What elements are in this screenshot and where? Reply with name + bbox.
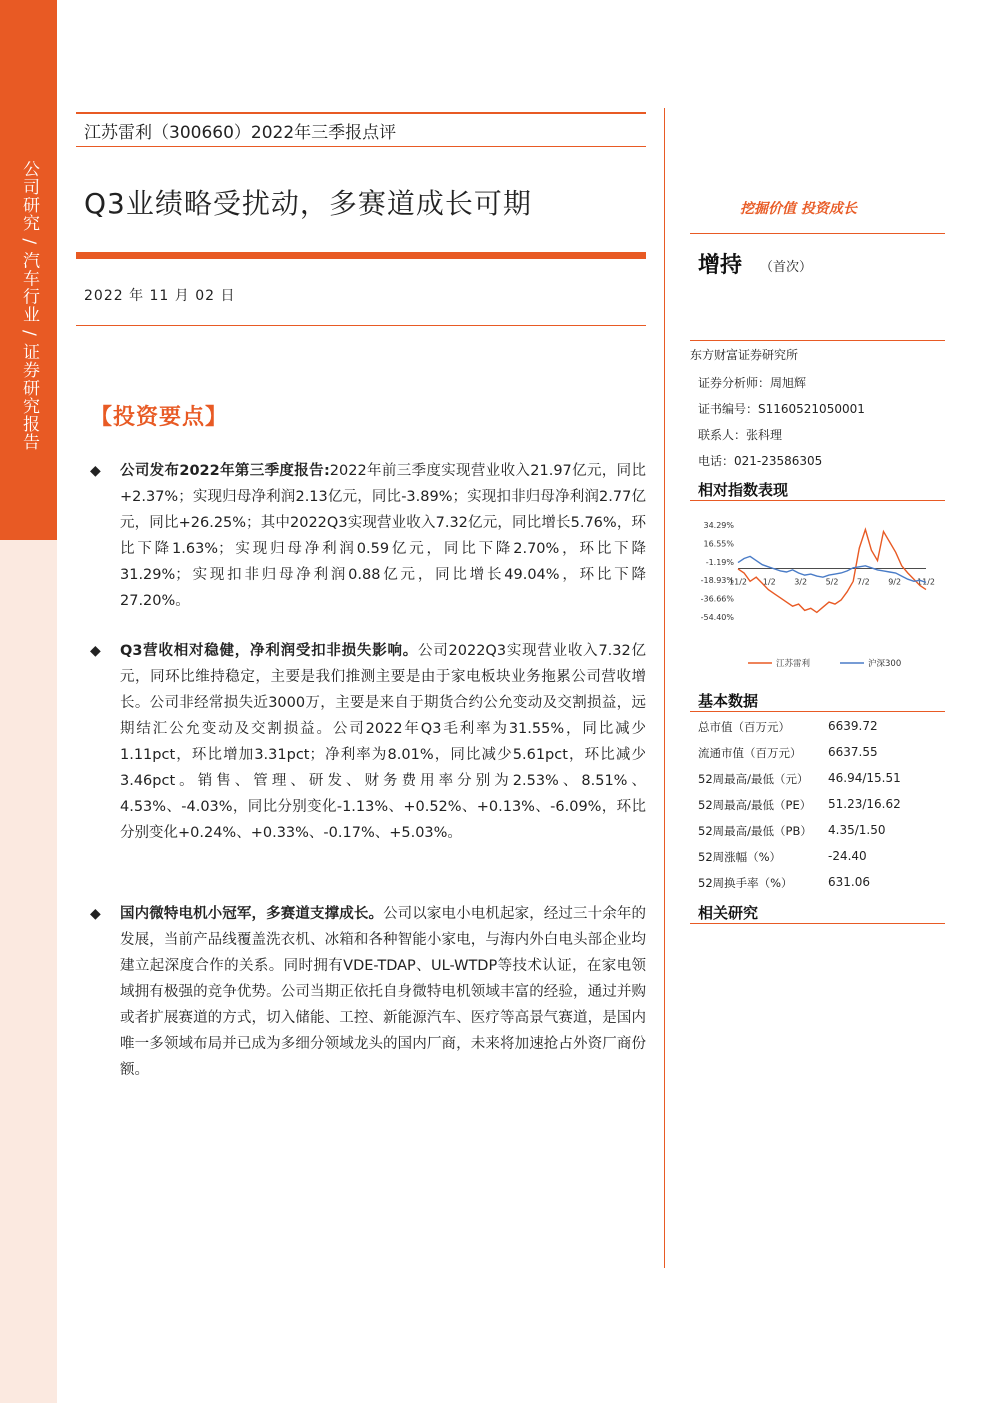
bullet-text: 公司2022Q3实现营业收入7.32亿元，同环比维持稳定，主要是我们推测主要是由于家电板块业务拖累公司营收增长。公司非经常损失近3000万，主要是来自于期货合约公允变动及交割损益，远期结汇公允变动及交割损益。公司2022年Q3毛利率为31.55%，同比减少1.11pct，环比增加3.31pct；净利率为8.01%，同比减少5.61pct，环比减少3.46pct。销售、管理、研发、财务费用率分别为2.53%、8.51%、4.53%、-4.03%，同比分别变化-1.13%、+0.52%、+0.13%、-6.09%，环比分别变化+0.24%、+0.33%、-0.17%、+5.03%。 (120, 643, 646, 841)
column-divider (664, 108, 665, 1268)
bullet-item (90, 638, 646, 846)
y-tick-label: -54.40% (700, 613, 734, 622)
diamond-bullet-icon: ◆ (90, 463, 101, 479)
page-title: Q3业绩略受扰动，多赛道成长可期 (84, 187, 532, 220)
bullet-lead: 公司发布2022年第三季度报告: (120, 463, 330, 479)
title-bar (76, 252, 646, 259)
x-tick-label: 3/2 (794, 577, 808, 587)
report-head: 江苏雷利（300660）2022年三季报点评 (84, 123, 397, 143)
legend-label: 沪深300 (868, 659, 902, 669)
basic-value: 6637.55 (828, 745, 878, 759)
bullet-body (120, 638, 646, 846)
basic-value: 4.35/1.50 (828, 823, 886, 837)
right-rule-2 (690, 340, 945, 341)
y-tick-label: 34.29% (703, 521, 734, 530)
y-tick-label: -36.66% (700, 594, 734, 604)
y-tick-label: -1.19% (705, 557, 734, 567)
basic-heading-rule (690, 711, 945, 712)
basic-label: 52周最高/最低（元） (698, 772, 809, 786)
x-tick-label: 11/2 (917, 577, 935, 587)
bullet-item (90, 458, 646, 614)
diamond-bullet-icon: ◆ (90, 643, 101, 659)
legend-label: 江苏雷利 (776, 659, 811, 669)
contact-name: 联系人：张科理 (698, 428, 783, 442)
header-rule-top (76, 112, 646, 114)
y-tick-label: -18.93% (700, 576, 734, 586)
section-title-investment-points: 【投资要点】 (90, 405, 229, 430)
basic-data-heading: 基本数据 (698, 692, 759, 710)
basic-label: 52周最高/最低（PB） (698, 824, 812, 838)
chart-heading-rule (690, 500, 945, 501)
phone-number: 电话：021-23586305 (698, 454, 823, 468)
rating-note: （首次） (760, 260, 813, 275)
basic-label: 总市值（百万元） (698, 720, 790, 734)
bullet-lead: 国内微特电机小冠军，多赛道支撑成长。 (120, 906, 384, 922)
analyst-name: 证券分析师：周旭辉 (698, 376, 807, 390)
basic-value: 631.06 (828, 875, 870, 889)
x-tick-label: 7/2 (856, 577, 870, 587)
certificate-number: 证书编号：S1160521050001 (698, 402, 865, 416)
chart-svg (690, 505, 945, 685)
related-heading-rule (690, 923, 945, 924)
bullet-lead: Q3营收相对稳健，净利润受扣非损失影响。 (120, 643, 418, 659)
chart-heading: 相对指数表现 (698, 481, 789, 499)
report-date: 2022 年 11 月 02 日 (84, 288, 236, 304)
x-tick-label: 11/2 (729, 577, 747, 587)
bullet-body (120, 901, 646, 1083)
institute-name: 东方财富证券研究所 (690, 348, 799, 362)
right-rule-1 (690, 233, 945, 234)
x-tick-label: 1/2 (762, 577, 776, 587)
slogan: 挖掘价值 投资成长 (740, 201, 857, 217)
bullet-body (120, 458, 646, 614)
basic-value: 6639.72 (828, 719, 878, 733)
relative-index-chart (690, 505, 945, 685)
bullet-text: 2022年前三季度实现营业收入21.97亿元，同比+2.37%；实现归母净利润2.13亿元，同比-3.89%；实现扣非归母净利润2.77亿元，同比+26.25%；其中2022Q3实现营业收入7.32亿元，同比增长5.76%，环比下降1.63%；实现归母净利润0.59亿元，同比下降2.70%，环比下降31.29%；实现扣非归母净利润0.88亿元，同比增长49.04%，环比下降27.20%。 (120, 463, 646, 609)
basic-value: 46.94/15.51 (828, 771, 901, 785)
basic-label: 流通市值（百万元） (698, 746, 802, 760)
y-tick-label: 16.55% (703, 539, 734, 549)
report-category-label: 公司研究 / 汽车行业 / 证券研究报告 (19, 160, 39, 452)
header-rule-mid (76, 146, 646, 147)
basic-value: 51.23/16.62 (828, 797, 901, 811)
basic-label: 52周涨幅（%） (698, 850, 782, 864)
basic-label: 52周最高/最低（PE） (698, 798, 812, 812)
sidebar-accent-block (0, 0, 57, 540)
date-rule (76, 325, 646, 326)
basic-label: 52周换手率（%） (698, 876, 793, 890)
related-research-heading: 相关研究 (698, 904, 759, 922)
bullet-text: 公司以家电小电机起家，经过三十余年的发展，当前产品线覆盖洗衣机、冰箱和各种智能小家电，与海内外白电头部企业均建立起深度合作的关系。同时拥有VDE-TDAP、UL-WTDP等技术认证，在家电领域拥有极强的竞争优势。公司当期正依托自身微特电机领域丰富的经验，通过并购或者扩展赛道的方式，切入储能、工控、新能源汽车、医疗等高景气赛道，是国内唯一多领域布局并已成为多细分领域龙头的国内厂商，未来将加速抢占外资厂商份额。 (120, 906, 647, 1078)
x-tick-label: 9/2 (888, 577, 902, 587)
x-tick-label: 5/2 (825, 577, 839, 587)
series-line (738, 530, 926, 613)
diamond-bullet-icon: ◆ (90, 906, 101, 922)
rating: 增持 (698, 253, 743, 278)
bullet-item (90, 901, 646, 1083)
basic-value: -24.40 (828, 849, 867, 863)
